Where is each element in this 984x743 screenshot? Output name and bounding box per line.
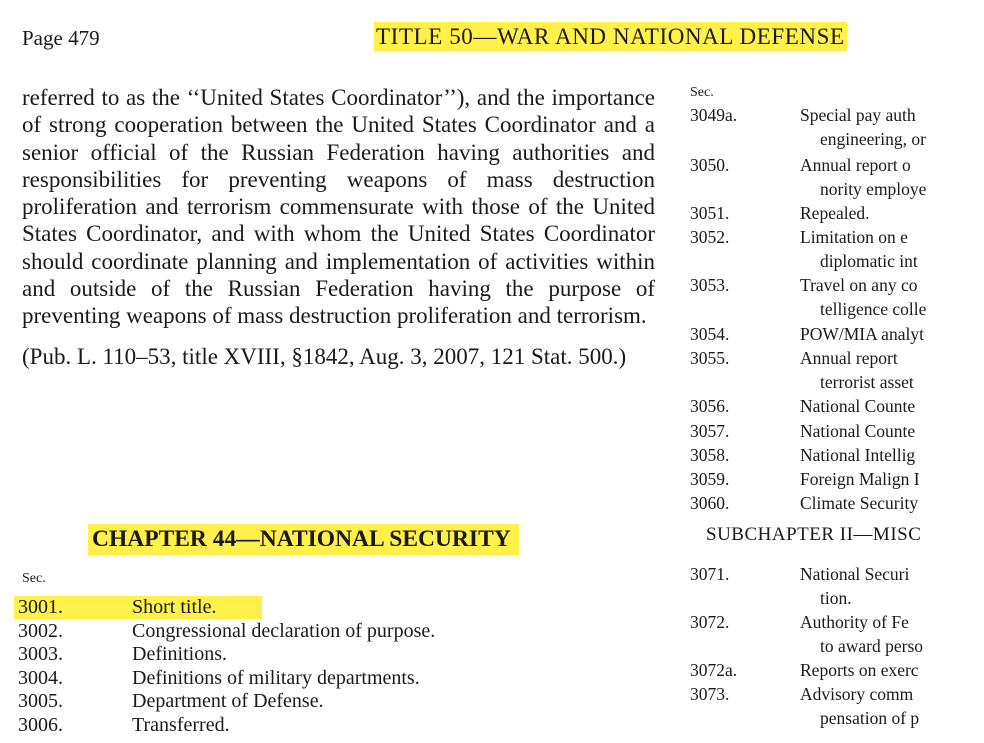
toc-section-title: Definitions of military departments.: [132, 666, 420, 689]
toc-section-title: Limitation on e: [800, 227, 908, 247]
sec-label: Sec.: [22, 571, 46, 586]
toc-section-number: 3058.: [690, 445, 730, 465]
toc-section-title: Department of Defense.: [132, 690, 324, 712]
toc-row: [0, 596, 660, 620]
toc-section-number: 3003.: [18, 643, 63, 665]
toc-section-title-continued: engineering, or: [820, 128, 926, 149]
toc-section-title-continued: telligence colle: [820, 298, 927, 319]
chapter-toc: [0, 596, 660, 737]
toc-section-title-continued: nority employe: [820, 178, 927, 199]
toc-row: [0, 620, 660, 644]
toc-section-title-continued: to award perso: [820, 635, 924, 656]
toc-section-number: 3054.: [690, 324, 730, 344]
page-number: Page 479: [22, 26, 100, 50]
toc-section-title: Climate Security: [800, 493, 919, 513]
toc-section-number: 3060.: [690, 493, 730, 513]
toc-section-number: 3006.: [18, 713, 63, 736]
toc-row: [0, 667, 660, 691]
toc-section-title: Annual report o: [800, 155, 911, 175]
toc-section-title: Advisory comm: [800, 684, 914, 704]
toc-section-title: Reports on exerc: [800, 660, 919, 680]
toc-section-number: 3073.: [690, 684, 730, 704]
toc-section-title: Congressional declaration of purpose.: [132, 619, 436, 642]
toc-section-number: 3001.: [18, 596, 63, 618]
toc-section-number: 3053.: [690, 275, 730, 295]
chapter-heading: CHAPTER 44—NATIONAL SECURITY: [88, 524, 519, 555]
toc-section-number: 3052.: [690, 227, 730, 247]
toc-row: [0, 690, 660, 714]
toc-section-title-continued: terrorist asset: [820, 371, 914, 392]
toc-section-number: 3051.: [690, 203, 730, 223]
toc-section-title: Definitions.: [132, 643, 227, 665]
toc-section-title: National Counte: [800, 421, 916, 441]
toc-section-title: Foreign Malign I: [800, 469, 920, 489]
toc-row: [0, 714, 660, 738]
toc-section-number: 3056.: [690, 396, 730, 416]
toc-section-title: National Counte: [800, 396, 916, 416]
right-column: [690, 0, 984, 743]
citation: (Pub. L. 110–53, title XVIII, §1842, Aug. 3, 2007, 121 Stat. 500.): [22, 343, 627, 369]
running-title: TITLE 50—WAR AND NATIONAL DEFENSE: [376, 24, 845, 49]
toc-section-title: National Securi: [800, 564, 910, 584]
toc-section-title: Authority of Fe: [800, 612, 909, 632]
toc-section-title: Special pay auth: [800, 105, 916, 125]
toc-section-title: POW/MIA analyt: [800, 324, 924, 344]
left-column: [22, 84, 655, 370]
toc-section-number: 3072.: [690, 612, 730, 632]
toc-section-title-continued: pensation of p: [820, 707, 920, 728]
toc-section-number: 3005.: [18, 690, 63, 712]
toc-section-number: 3004.: [18, 666, 63, 689]
toc-section-title-continued: diplomatic int: [820, 250, 918, 271]
toc-section-number: 3072a.: [690, 660, 738, 680]
toc-section-number: 3057.: [690, 421, 730, 441]
subchapter-heading: SUBCHAPTER II—MISC: [706, 524, 922, 545]
toc-section-number: 3049a.: [690, 105, 738, 125]
toc-section-number: 3050.: [690, 155, 730, 175]
toc-section-title: Travel on any co: [800, 275, 918, 295]
toc-section-number: 3055.: [690, 348, 730, 368]
toc-section-number: 3059.: [690, 469, 730, 489]
toc-row: [0, 643, 660, 667]
toc-section-title: Repealed.: [800, 203, 870, 223]
toc-section-title-continued: tion.: [820, 587, 852, 608]
toc-section-title: National Intellig: [800, 445, 916, 465]
toc-section-number: 3071.: [690, 564, 730, 584]
toc-section-title: Annual report: [800, 348, 898, 368]
toc-section-number: 3002.: [18, 619, 63, 642]
body-paragraph: referred to as the ‘‘United States Coordinator’’), and the importance of strong cooperation between the United States Coordinator and a senior official of the Russian Federation having authorities and responsibilities for preventing weapons of mass destruction proliferation and terrorism commensurate with those of the United States Coordinator, and with whom the United States Coordinator should coordinate planning and implementation of activities within and outside of the Russian Federation having the purpose of preventing weapons of mass destruction proliferation and terrorism.: [22, 85, 655, 329]
sec-label: Sec.: [690, 85, 714, 100]
toc-section-title: Short title.: [132, 596, 217, 618]
toc-section-title: Transferred.: [132, 713, 230, 736]
